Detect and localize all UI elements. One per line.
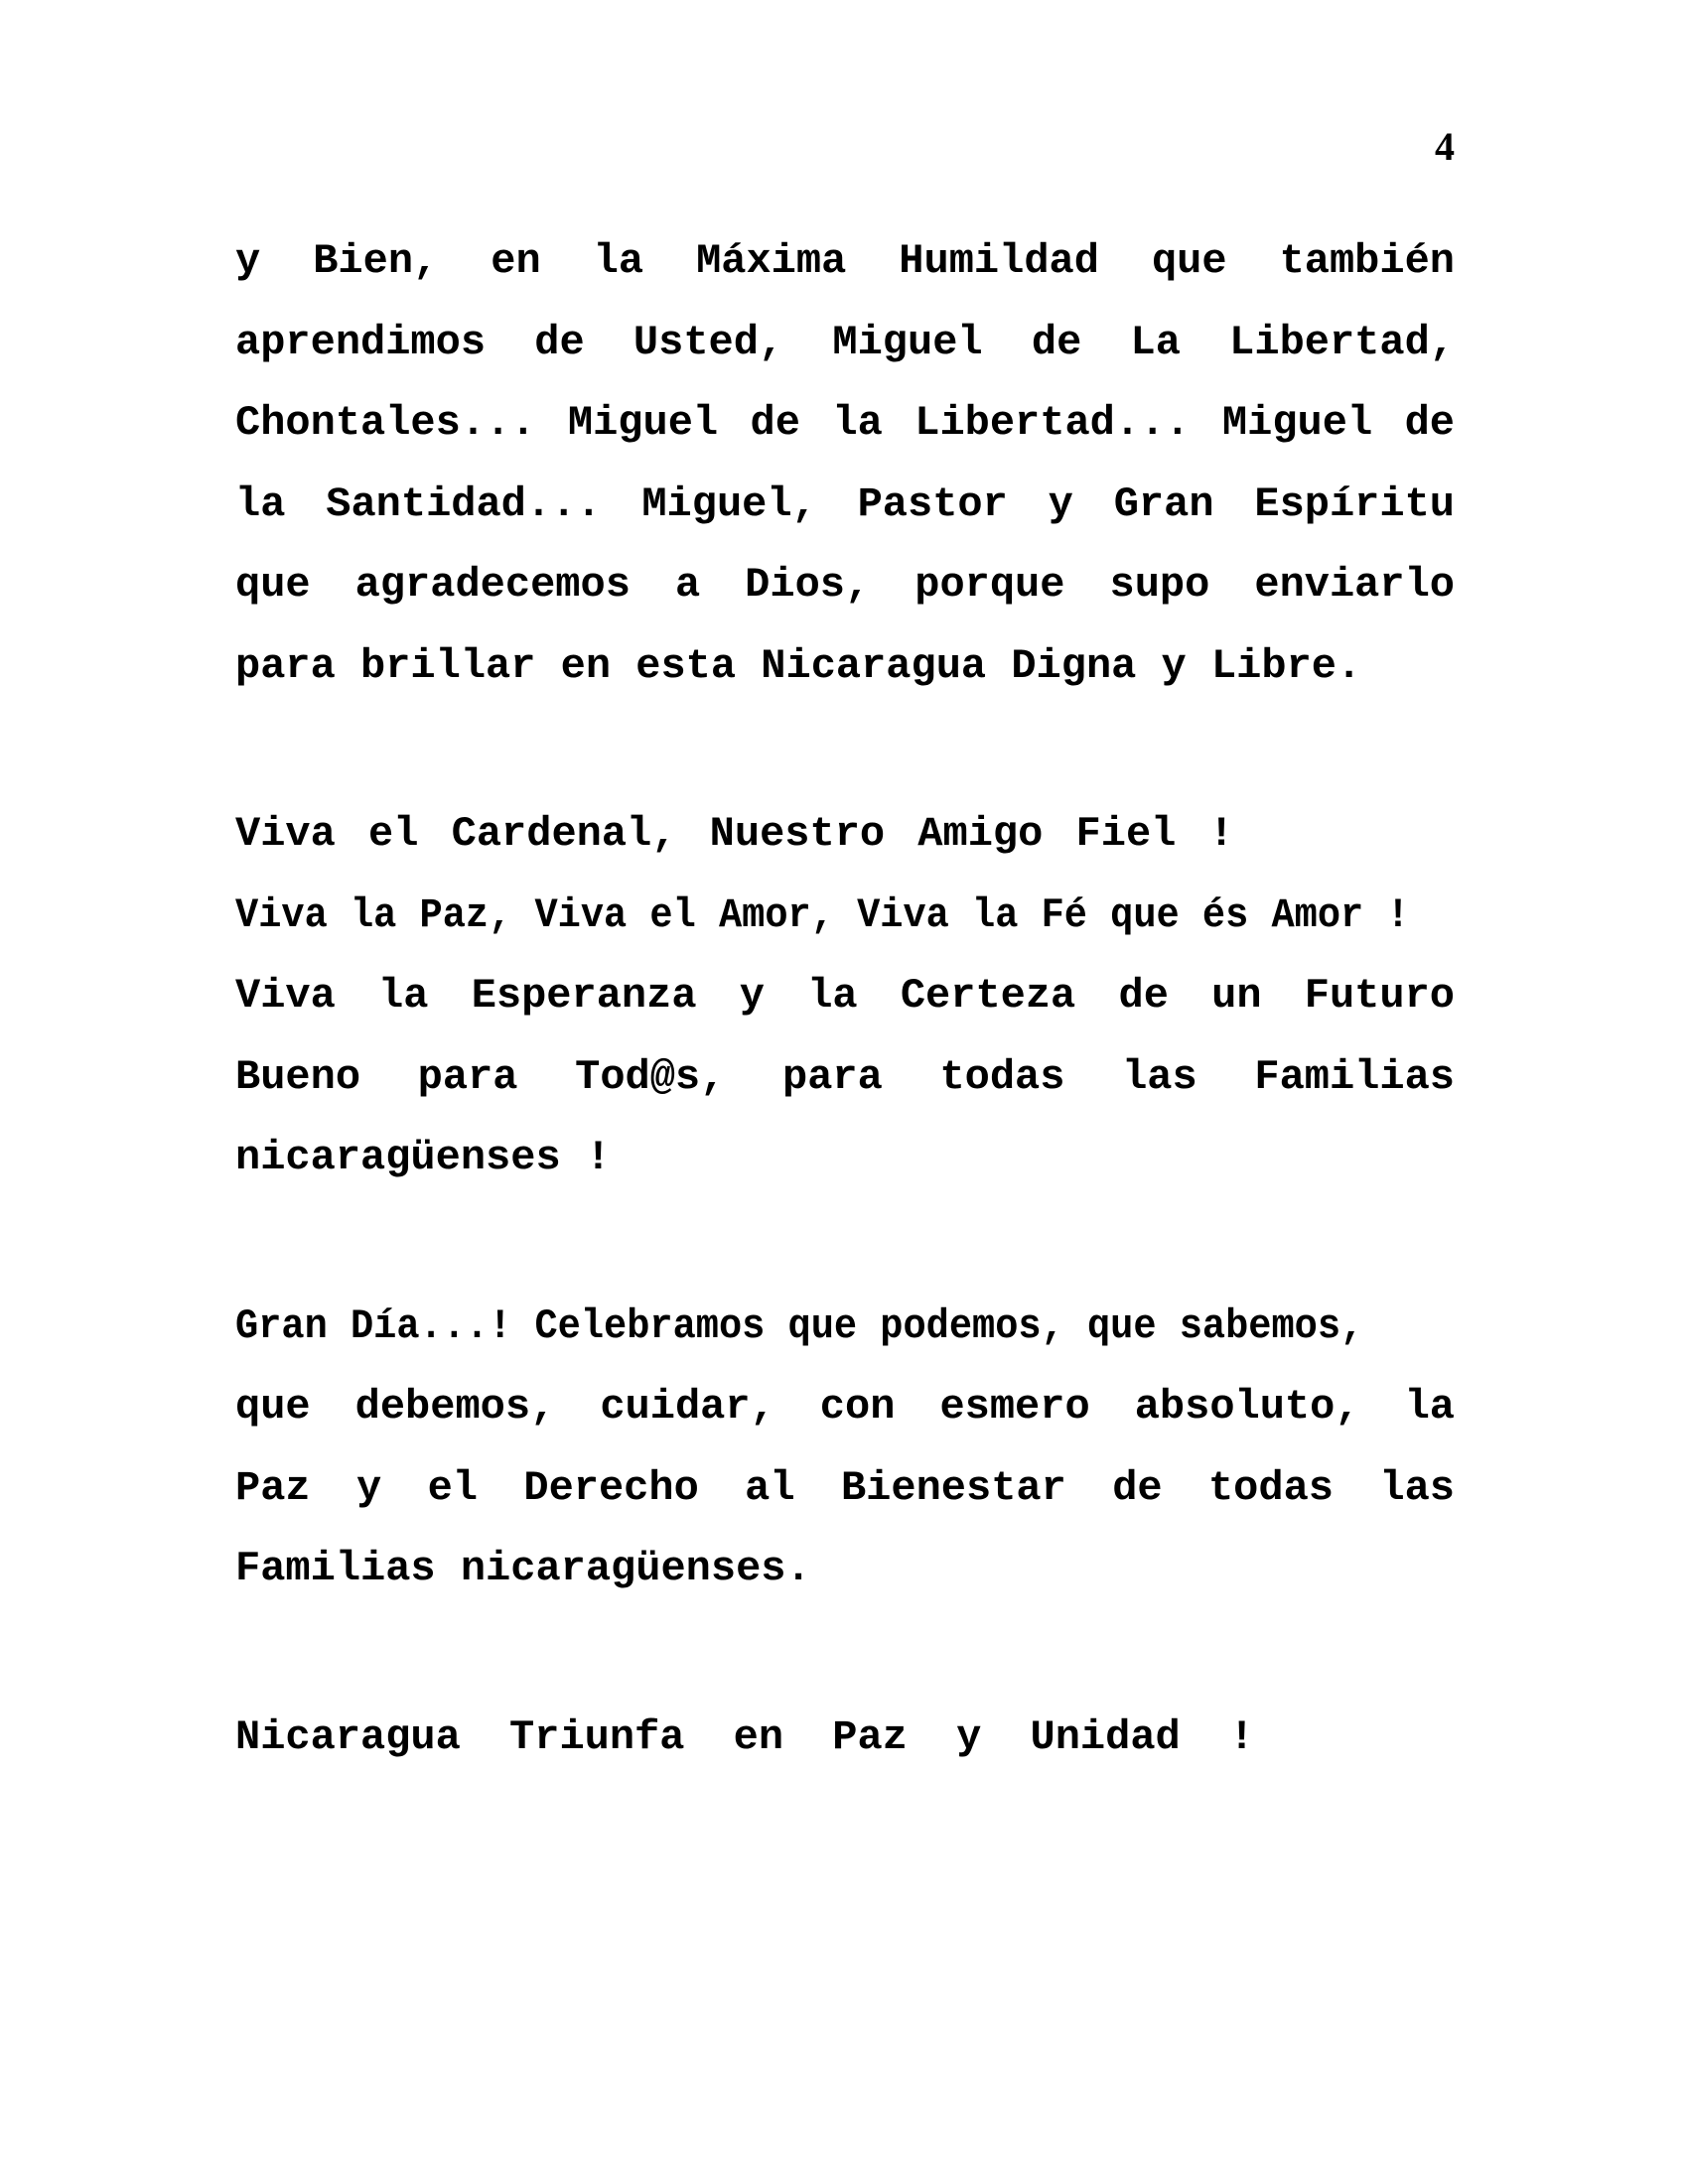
text-line: para brillar en esta Nicaragua Digna y Libre.	[235, 641, 1362, 690]
text-line: y Bien, en la Máxima Humildad que también	[235, 237, 1455, 285]
text-line: que debemos, cuidar, con esmero absoluto, la	[235, 1383, 1455, 1431]
text-line: la Santidad... Miguel, Pastor y Gran Espíritu	[235, 479, 1455, 528]
text-line: Paz y el Derecho al Bienestar de todas las	[235, 1463, 1455, 1512]
paragraph	[235, 1287, 1455, 1610]
paragraph	[235, 1698, 1455, 1779]
text-line: nicaragüenses !	[235, 1134, 612, 1181]
page-number: 4	[1435, 124, 1455, 169]
paragraph	[235, 221, 1455, 707]
body-text	[235, 221, 1455, 1778]
text-line: Viva el Cardenal, Nuestro Amigo Fiel !	[235, 810, 1234, 858]
text-line: Gran Día...! Celebramos que podemos, que sabemos,	[235, 1301, 1364, 1350]
text-line: que agradecemos a Dios, porque supo enviarlo	[235, 561, 1455, 609]
text-line: Familias nicaragüenses.	[235, 1545, 811, 1592]
text-line: Viva la Esperanza y la Certeza de un Futuro	[235, 972, 1455, 1020]
text-line: Chontales... Miguel de la Libertad... Miguel de	[235, 399, 1455, 447]
text-line: aprendimos de Usted, Miguel de La Libertad,	[235, 318, 1455, 366]
page-content	[235, 0, 1455, 1778]
text-line: Nicaragua Triunfa en Paz y Unidad !	[235, 1712, 1255, 1761]
paragraph	[235, 794, 1455, 1199]
text-line: Bueno para Tod@s, para todas las Familias	[235, 1052, 1455, 1101]
text-line: Viva la Paz, Viva el Amor, Viva la Fé que és Amor !	[235, 890, 1410, 939]
